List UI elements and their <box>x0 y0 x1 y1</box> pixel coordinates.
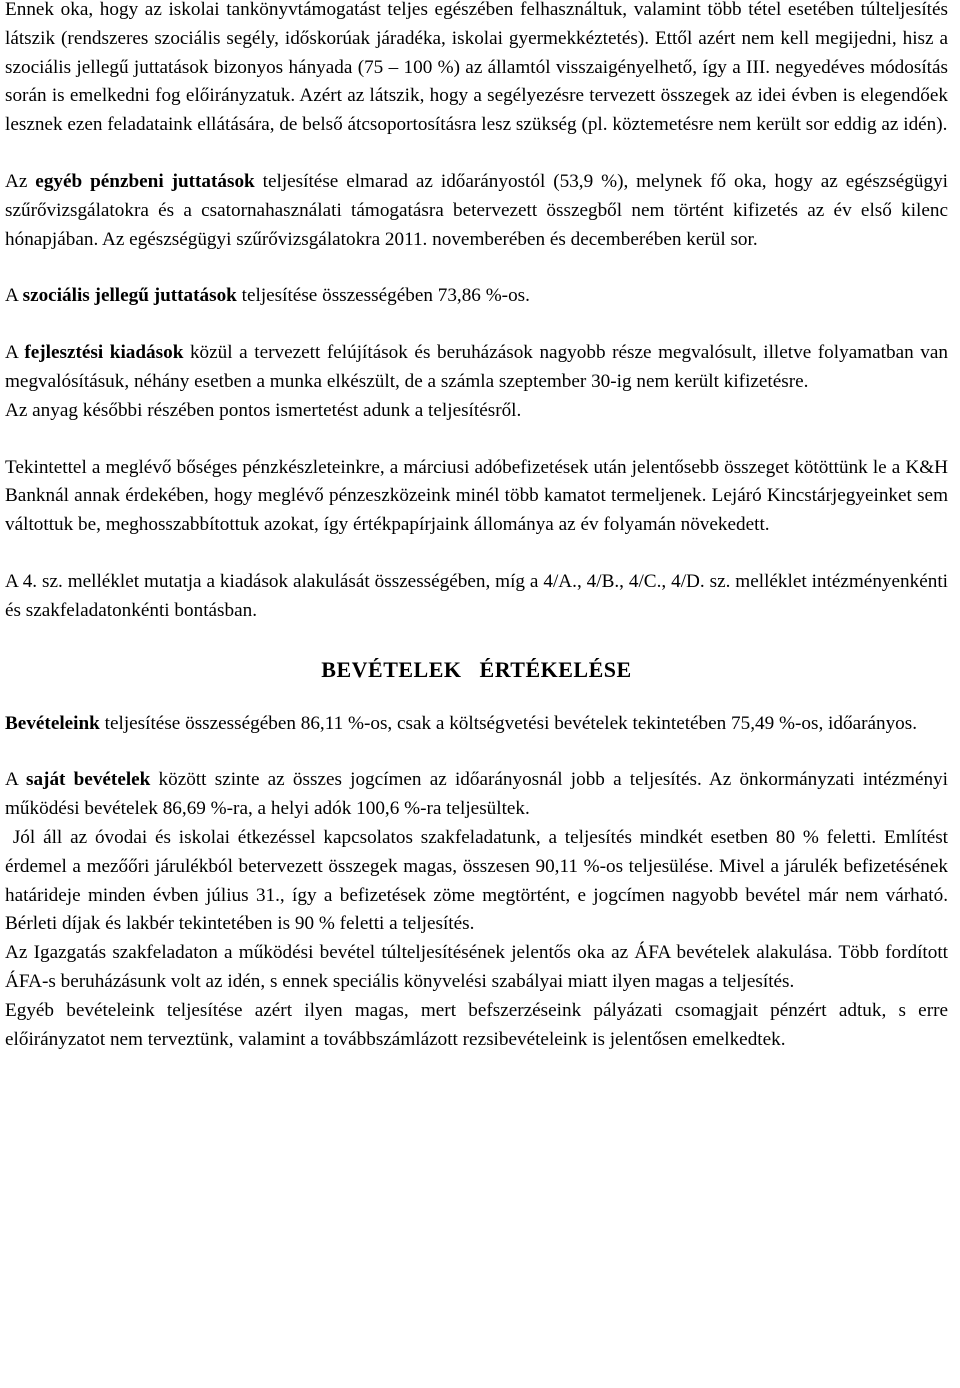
spacer <box>5 140 948 168</box>
bold-term: egyéb pénzbeni juttatások <box>35 170 255 192</box>
text: teljesítése összességében 73,86 %-os. <box>236 285 530 307</box>
paragraph-administration: Az Igazgatás szakfeladaton a működési bevétel túlteljesítésének jelentős oka az ÁFA bevételek alakulása. Több fordított ÁFA-s beruházásunk volt az idén, s ennek speciális könyvelési szabályai miatt ilyen magas a teljesítés. <box>5 942 948 992</box>
paragraph-cash-reserves: Tekintettel a meglévő bőséges pénzkészleteinkre, a márciusi adóbefizetések után jelentősebb összeget kötöttünk le a K&H Banknál annak érdekében, hogy meglévő pénzeszközeink minél több kamatot termeljenek. Lejáró Kincstárjegyeinket sem váltottuk be, meghosszabbítottuk azokat, így értékpapírjaink állománya az év folyamán növekedett. <box>5 456 948 536</box>
paragraph-annex-4: A 4. sz. melléklet mutatja a kiadások alakulását összességében, míg a 4/A., 4/B., 4/C., 4/D. sz. melléklet intézményenkénti és szakfeladatonkénti bontásban. <box>5 570 948 621</box>
paragraph-intro: Ennek oka, hogy az iskolai tankönyvtámogatást teljes egészében felhasználtuk, valamint több tétel esetében túlteljesítés látszik (rendszeres szociális segély, időskorúak járadéka, iskolai gyermekkéztetés). Ettől azért nem kell megijedni, hisz a szociális jellegű juttatások bizonyos hányada (75 – 100 %) az államtól visszaigényelhető, így a III. negyedéves módosítás során is emelkedni fog előirányzatuk. Azért az látszik, hogy a segélyezésre tervezett összegek az idei évben is elegendőek lesznek ezen feladataink ellátására, de belső átcsoportosításra lesz szükség (pl. köztemetésre nem került sor eddig az idén). <box>5 0 948 136</box>
spacer <box>5 686 948 710</box>
text: A <box>5 769 26 791</box>
spacer <box>5 738 948 766</box>
paragraph-own-revenues <box>5 766 948 824</box>
bold-term: szociális jellegű juttatások <box>22 285 237 307</box>
text: A <box>5 342 25 364</box>
spacer <box>5 626 948 654</box>
paragraph-later-details: Az anyag későbbi részében pontos ismertetést adunk a teljesítésről. <box>5 399 522 421</box>
bold-term: saját bevételek <box>26 769 151 791</box>
text: között szinte az összes jogcímen az időarányosnál jobb a teljesítés. Az önkormányzati intézményi működési bevételek 86,69 %-ra, a helyi adók 100,6 %-ra teljesültek. <box>5 769 948 820</box>
text: teljesítése összességében 86,11 %-os, csak a költségvetési bevételek tekintetében 75,49 %-os, időarányos. <box>99 712 918 734</box>
text: A <box>5 285 23 307</box>
paragraph-revenues-total <box>5 710 948 739</box>
paragraph-catering: Jól áll az óvodai és iskolai étkezéssel kapcsolatos szakfeladatunk, a teljesítés mindkét esetben 80 % feletti. Említést érdemel a mezőőri járulékból betervezett összegek magas, összesen 90,11 %-os teljesülése. Mivel a járulék befizetésének határideje minden évben július 31., így a befizetések zöme megtörtént, e jogcímen nagyobb bevétel már nem várható. Bérleti díjak és lakbér tekintetében is 90 % feletti a teljesítés. <box>5 826 953 935</box>
text: Az <box>5 170 36 192</box>
section-heading: BEVÉTELEK ÉRTÉKELÉSE <box>321 656 632 682</box>
spacer <box>5 311 948 339</box>
paragraph-social-benefits <box>5 282 948 311</box>
bold-term: fejlesztési kiadások <box>24 342 184 364</box>
spacer <box>5 254 948 282</box>
text: közül a tervezett felújítások és beruházások nagyobb része megvalósult, illetve folyamatban van megvalósításuk, néhány esetben a munka elkészült, de a számla szeptember 30-ig nem került kifizetésre. <box>5 342 948 392</box>
spacer <box>5 426 948 454</box>
paragraph-development-expenses <box>5 339 948 397</box>
bold-term: Bevételeink <box>5 712 100 734</box>
paragraph-other-cash-benefits <box>5 168 948 254</box>
text: teljesítése elmarad az időarányostól (53,9 %), melynek fő oka, hogy az egészségügyi szűrővizsgálatokra és a csatornahasználati támogatásra betervezett összegből nem történt kifizetés az év első kilenc hónapjában. Az egészségügyi szűrővizsgálatokra 2011. novemberében és decemberében kerül sor. <box>5 170 949 250</box>
spacer <box>5 540 948 568</box>
paragraph-other-revenues: Egyéb bevételeink teljesítése azért ilyen magas, mert befszerzéseink pályázati csomagjait pénzért adtuk, s erre előirányzatot nem terveztünk, valamint a továbbszámlázott rezsibevételeink is jelentősen emelkedtek. <box>5 999 948 1050</box>
